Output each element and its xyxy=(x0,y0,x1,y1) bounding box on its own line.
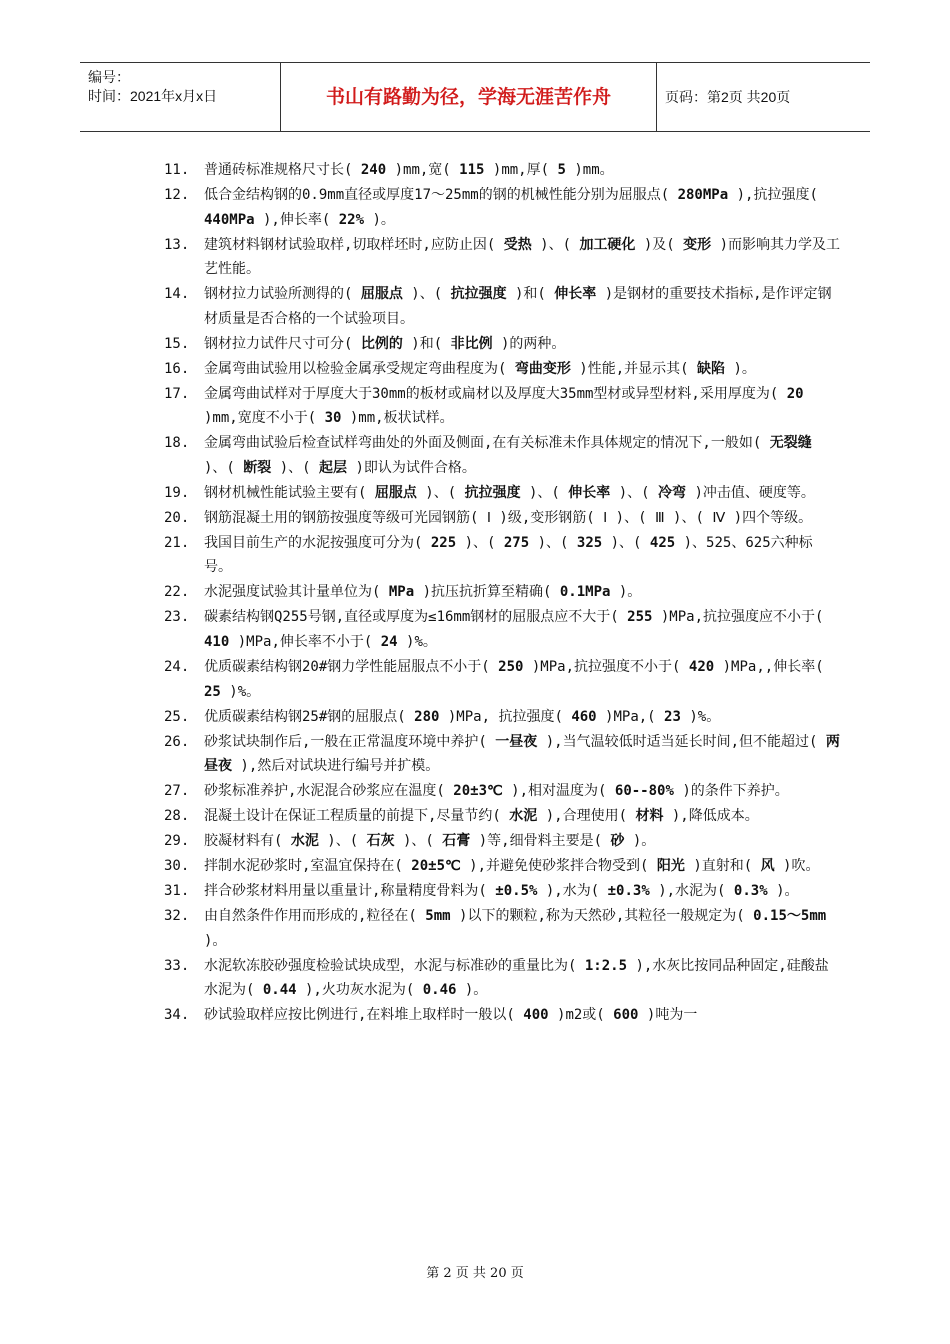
question-number: 17. xyxy=(164,385,190,402)
question-text: 砂浆试块制作后,一般在正常温度环境中养护( 一昼夜 ),当气温较低时适当延长时间,但不能超过( 两昼夜 ),然后对试块进行编号并扩模。 xyxy=(204,733,840,775)
question-item xyxy=(160,804,840,829)
question-item xyxy=(160,705,840,730)
question-text: 金属弯曲试样对于厚度大于30mm的板材或扁材以及厚度大35mm型材或异型材料,采用厚度为( 20 )mm,宽度不小于( 30 )mm,板状试样。 xyxy=(204,385,804,427)
question-number: 33. xyxy=(164,957,190,974)
header-page-number: 页码：第2页 共20页 xyxy=(665,89,791,105)
question-item xyxy=(160,580,840,605)
question-text: 砂浆标准养护,水泥混合砂浆应在温度( 20±3℃ ),相对温度为( 60--80% )的条件下养护。 xyxy=(204,783,789,800)
question-item xyxy=(160,954,840,1003)
question-text: 我国目前生产的水泥按强度可分为( 225 )、( 275 )、( 325 )、( 425 )、525、625六种标号。 xyxy=(204,534,813,576)
question-number: 18. xyxy=(164,435,190,452)
question-item xyxy=(160,655,840,704)
question-item xyxy=(160,282,840,331)
question-text: 钢材拉力试验所测得的( 屈服点 )、( 抗拉强度 )和( 伸长率 )是钢材的重要技术指标,是作评定钢材质量是否合格的一个试验项目。 xyxy=(204,286,832,327)
question-text: 优质碳素结构钢20#钢力学性能屈服点不小于( 250 )MPa,抗拉强度不小于( 420 )MPa,,伸长率( 25 )%。 xyxy=(204,658,824,700)
question-text: 钢材拉力试件尺寸可分( 比例的 )和( 非比例 )的两种。 xyxy=(204,335,566,352)
question-number: 24. xyxy=(164,658,190,675)
question-list xyxy=(160,158,840,1028)
question-number: 30. xyxy=(164,858,190,875)
question-number: 21. xyxy=(164,534,190,551)
question-item xyxy=(160,357,840,382)
question-number: 25. xyxy=(164,708,190,725)
question-number: 32. xyxy=(164,908,190,925)
question-text: 拌合砂浆材料用量以重量计,称量精度骨料为( ±0.5% ),水为( ±0.3% ),水泥为( 0.3% )。 xyxy=(204,883,799,900)
question-text: 金属弯曲试验用以检验金属承受规定弯曲程度为( 弯曲变形 )性能,并显示其( 缺陷 )。 xyxy=(204,360,756,377)
question-number: 28. xyxy=(164,808,190,825)
document-code-label: 编号： xyxy=(88,69,130,85)
question-item xyxy=(160,158,840,183)
question-item xyxy=(160,506,840,531)
question-number: 11. xyxy=(164,162,190,178)
question-item xyxy=(160,854,840,879)
question-number: 23. xyxy=(164,609,190,626)
question-text: 水泥强度试验其计量单位为( MPa )抗压抗折算至精确( 0.1MPa )。 xyxy=(204,584,642,601)
question-text: 胶凝材料有( 水泥 )、( 石灰 )、( 石膏 )等,细骨料主要是( 砂 )。 xyxy=(204,833,656,850)
question-text: 金属弯曲试验后检查试样弯曲处的外面及侧面,在有关标准未作具体规定的情况下,一般如( 无裂缝 )、( 断裂 )、( 起层 )即认为试件合格。 xyxy=(204,435,812,476)
question-item xyxy=(160,431,840,480)
question-number: 16. xyxy=(164,360,190,377)
question-number: 34. xyxy=(164,1007,190,1024)
question-item xyxy=(160,1003,840,1028)
question-number: 22. xyxy=(164,584,190,601)
question-item xyxy=(160,382,840,431)
question-number: 14. xyxy=(164,286,190,303)
question-item xyxy=(160,531,840,580)
question-text: 钢材机械性能试验主要有( 屈服点 )、( 抗拉强度 )、( 伸长率 )、( 冷弯 )冲击值、硬度等。 xyxy=(204,484,815,501)
header-meta xyxy=(88,63,278,136)
question-text: 优质碳素结构钢25#钢的屈服点( 280 )MPa, 抗拉强度( 460 )MPa,( 23 )%。 xyxy=(204,708,721,725)
page-header xyxy=(80,62,870,132)
question-number: 13. xyxy=(164,236,190,253)
question-number: 20. xyxy=(164,509,190,526)
question-text: 拌制水泥砂浆时,室温宜保持在( 20±5℃ ),并避免使砂浆拌合物受到( 阳光 )直射和( 风 )吹。 xyxy=(204,858,820,875)
question-number: 31. xyxy=(164,883,190,900)
question-text: 混凝土设计在保证工程质量的前提下,尽量节约( 水泥 ),合理使用( 材料 ),降低成本。 xyxy=(204,808,759,825)
question-number: 27. xyxy=(164,783,190,800)
question-item xyxy=(160,904,840,953)
question-text: 普通砖标准规格尺寸长( 240 )mm,宽( 115 )mm,厚( 5 )mm。 xyxy=(204,162,614,178)
question-text: 碳素结构钢Q255号钢,直径或厚度为≤16mm钢材的屈服点应不大于( 255 )MPa,抗拉强度应不小于( 410 )MPa,伸长率不小于( 24 )%。 xyxy=(204,609,824,650)
question-text: 由自然条件作用而形成的,粒径在( 5mm )以下的颗粒,称为天然砂,其粒径一般规定为( 0.15～5mm )。 xyxy=(204,908,827,949)
question-number: 12. xyxy=(164,186,190,203)
header-motto: 书山有路勤为径，学海无涯苦作舟 xyxy=(280,63,657,131)
question-text: 水泥软冻胶砂强度检验试块成型，水泥与标准砂的重量比为( 1:2.5 ),水灰比按同品种固定,硅酸盐水泥为( 0.44 ),火功灰水泥为( 0.46 )。 xyxy=(204,957,829,999)
document-time-label: 时间：2021年x月x日 xyxy=(88,88,218,104)
question-number: 15. xyxy=(164,335,190,352)
question-text: 建筑材料钢材试验取样,切取样坯时,应防止因( 受热 )、( 加工硬化 )及( 变形 )而影响其力学及工艺性能。 xyxy=(204,236,841,278)
question-item xyxy=(160,481,840,506)
question-number: 26. xyxy=(164,733,190,750)
question-item xyxy=(160,779,840,804)
question-item xyxy=(160,605,840,654)
question-text: 砂试验取样应按比例进行,在料堆上取样时一般以( 400 )m2或( 600 )吨为一 xyxy=(204,1007,698,1024)
question-item xyxy=(160,730,840,779)
question-item xyxy=(160,879,840,904)
question-item xyxy=(160,183,840,232)
question-text: 低合金结构钢的0.9mm直径或厚度17～25mm的钢的机械性能分别为屈服点( 280MPa ),抗拉强度( 440MPa ),伸长率( 22% )。 xyxy=(204,186,818,228)
question-item xyxy=(160,829,840,854)
page-footer: 第 2 页 共 20 页 xyxy=(426,1266,524,1281)
question-item xyxy=(160,233,840,282)
question-number: 19. xyxy=(164,484,190,501)
question-text: 钢筋混凝土用的钢筋按强度等级可光园钢筋( Ⅰ )级,变形钢筋( Ⅰ )、( Ⅲ )、( Ⅳ )四个等级。 xyxy=(204,509,813,526)
question-item xyxy=(160,332,840,357)
question-number: 29. xyxy=(164,833,190,850)
